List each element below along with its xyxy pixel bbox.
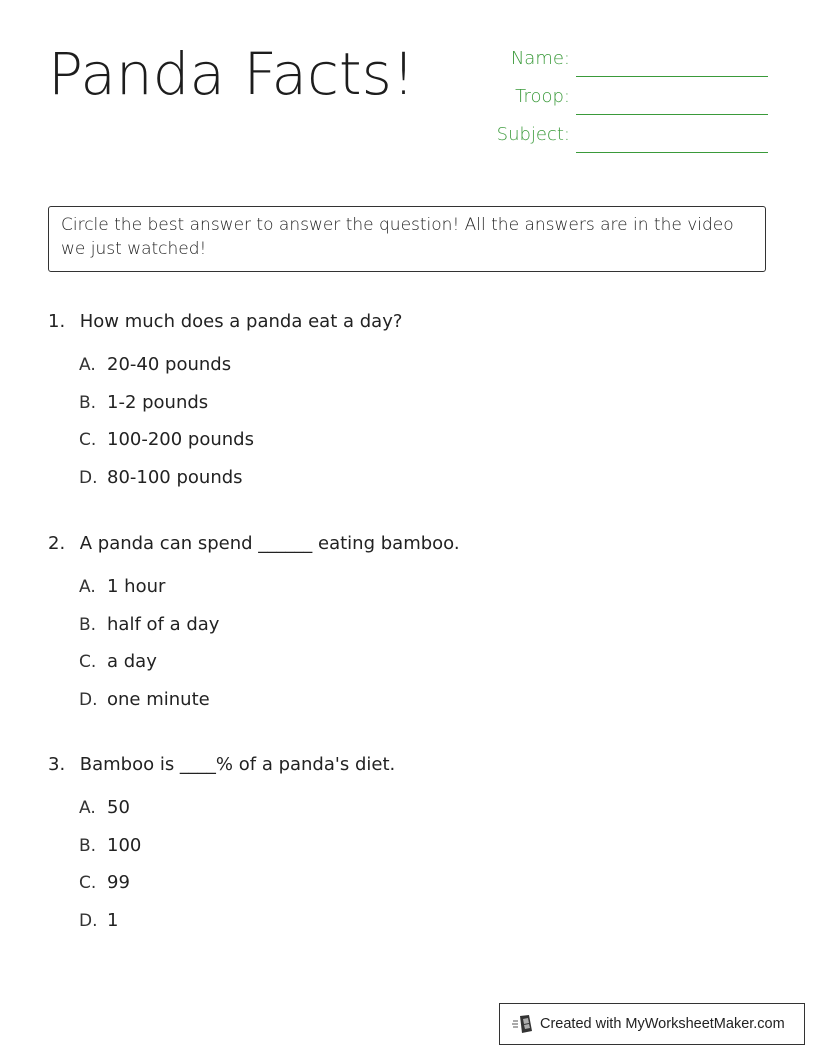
choice-letter: C. <box>79 430 97 450</box>
choice-letter: C. <box>79 873 97 893</box>
choice-letter: D. <box>79 467 98 488</box>
choice-text: 20-40 pounds <box>107 354 232 375</box>
choice-b[interactable] <box>79 613 748 651</box>
choice-letter: A. <box>79 355 96 375</box>
question-stem <box>48 530 748 558</box>
choice-text: one minute <box>107 688 210 710</box>
question-2 <box>48 530 748 725</box>
question-number: 2. <box>48 533 66 554</box>
question-text: Bamboo is ____% of a panda's diet. <box>79 754 396 775</box>
choice-text: 100 <box>107 834 142 856</box>
choice-letter: D. <box>79 689 98 710</box>
choice-letter: B. <box>79 614 97 635</box>
subject-field[interactable] <box>480 122 770 152</box>
page-title: Panda Facts! <box>48 40 416 108</box>
subject-line[interactable] <box>576 152 768 153</box>
choices-list <box>79 796 748 946</box>
question-stem <box>48 751 748 779</box>
choice-letter: D. <box>79 910 98 931</box>
question-number: 3. <box>48 754 66 775</box>
choice-text: half of a day <box>107 613 220 635</box>
choice-letter: B. <box>79 392 97 413</box>
footer-badge[interactable] <box>499 1003 805 1045</box>
choice-c[interactable] <box>79 650 748 688</box>
choice-letter: A. <box>79 798 96 818</box>
question-1 <box>48 308 748 503</box>
choice-b[interactable] <box>79 391 748 429</box>
subject-label: Subject: <box>496 124 570 145</box>
choice-letter: A. <box>79 577 96 597</box>
choice-d[interactable] <box>79 688 748 726</box>
choice-a[interactable] <box>79 796 748 834</box>
footer-text: Created with MyWorksheetMaker.com <box>540 1016 785 1032</box>
choice-a[interactable] <box>79 575 748 613</box>
choices-list <box>79 353 748 503</box>
troop-field[interactable] <box>480 84 770 114</box>
choices-list <box>79 575 748 725</box>
choice-text: 1 <box>107 909 119 931</box>
choice-d[interactable] <box>79 909 748 947</box>
choice-c[interactable] <box>79 428 748 466</box>
choice-a[interactable] <box>79 353 748 391</box>
name-field[interactable] <box>480 46 770 76</box>
worksheet-maker-logo-icon <box>512 1013 534 1035</box>
choice-letter: C. <box>79 652 97 672</box>
choice-text: 1 hour <box>107 576 166 597</box>
question-3 <box>48 751 748 946</box>
choice-text: a day <box>107 651 157 672</box>
choice-text: 50 <box>107 797 130 818</box>
choice-text: 80-100 pounds <box>107 466 243 488</box>
name-label: Name: <box>510 48 570 69</box>
question-text: A panda can spend ______ eating bamboo. <box>79 533 460 554</box>
choice-text: 99 <box>107 872 130 893</box>
question-text: How much does a panda eat a day? <box>79 311 403 332</box>
troop-label: Troop: <box>515 86 570 107</box>
question-number: 1. <box>48 311 66 332</box>
choice-b[interactable] <box>79 834 748 872</box>
name-line[interactable] <box>576 76 768 77</box>
question-stem <box>48 308 748 336</box>
troop-line[interactable] <box>576 114 768 115</box>
choice-text: 1-2 pounds <box>107 391 209 413</box>
choice-letter: B. <box>79 835 97 856</box>
choice-d[interactable] <box>79 466 748 504</box>
choice-c[interactable] <box>79 871 748 909</box>
instructions-box: Circle the best answer to answer the question! All the answers are in the video we just watched! <box>48 206 766 272</box>
choice-text: 100-200 pounds <box>107 429 254 450</box>
